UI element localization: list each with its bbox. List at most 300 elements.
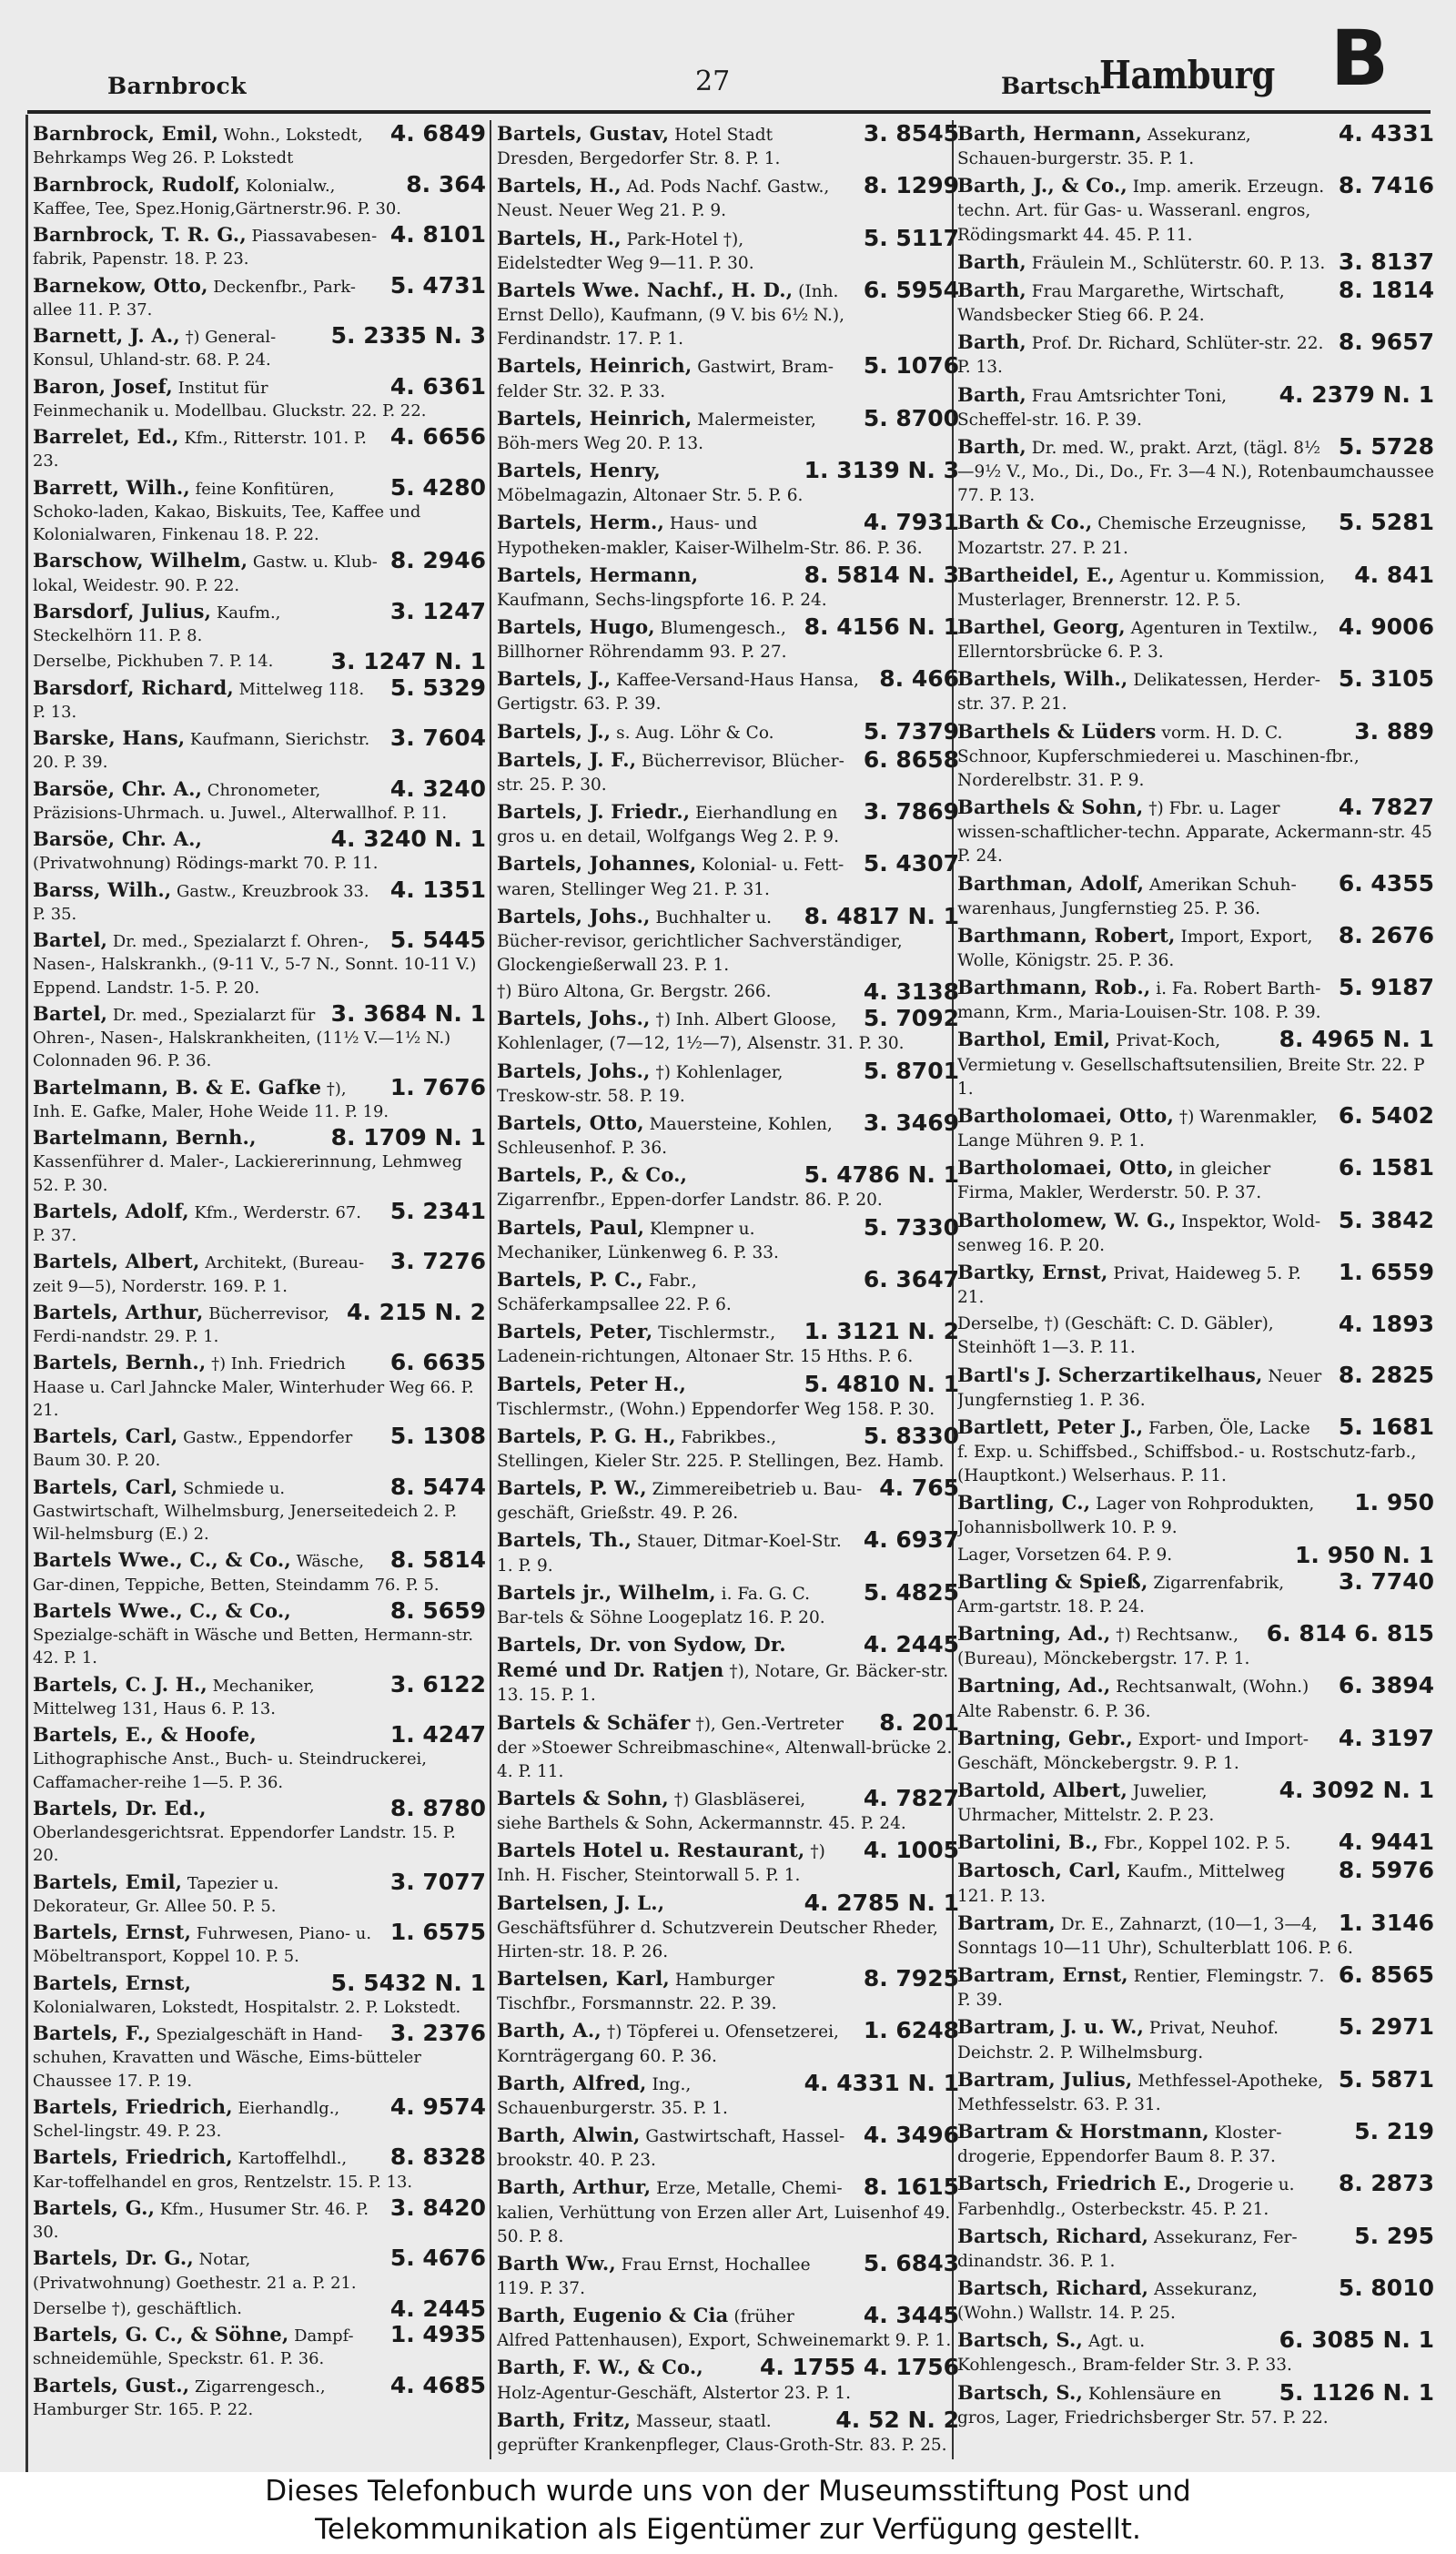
phone-number: 4. 215 N. 2 bbox=[346, 1298, 486, 1325]
phone-number: 4. 1005 bbox=[863, 1837, 959, 1864]
subscriber-name: Bartsch, S., bbox=[957, 2328, 1084, 2352]
listing-entry bbox=[497, 1163, 959, 1212]
phone-number: 5. 3105 bbox=[1338, 665, 1434, 693]
subscriber-name: Barnbrock, T. R. G., bbox=[33, 223, 247, 246]
listing-entry bbox=[33, 1197, 486, 1248]
entry-details: Kaufm., Steckelhörn 11. P. 8. bbox=[33, 603, 281, 645]
entry-details: †) Büro Altona, Gr. Bergstr. 266. bbox=[497, 982, 772, 1002]
listing-entry bbox=[497, 1213, 959, 1265]
entry-details: Frau Ernst, Hochallee 119. P. 37. bbox=[497, 2255, 811, 2298]
entry-details: Möbelmagazin, Altonaer Str. 5. P. 6. bbox=[497, 486, 804, 506]
listing-entry bbox=[497, 1370, 959, 1422]
entry-details: Privat, Haideweg 5. P. 21. bbox=[957, 1263, 1301, 1308]
listing-entry bbox=[497, 2175, 959, 2248]
subscriber-name: Bartels, Friedrich, bbox=[33, 2094, 233, 2118]
subscriber-name: Bartelmann, B. & E. Gafke bbox=[33, 1075, 322, 1099]
listing-entry bbox=[497, 1708, 959, 1784]
phone-number: 4. 2785 N. 1 bbox=[804, 1889, 959, 1916]
phone-number: 8. 1814 bbox=[1338, 276, 1434, 303]
listing-entry bbox=[33, 2095, 486, 2144]
entry-details: Fräulein M., Schlüterstr. 60. P. 13. bbox=[1031, 253, 1326, 273]
phone-number: 6. 1581 bbox=[1338, 1154, 1434, 1181]
phone-number: 5. 4786 N. 1 bbox=[804, 1161, 959, 1189]
entry-details: Agentur u. Kommission, Musterlager, Brennerstr. 12. P. 5. bbox=[957, 566, 1326, 610]
phone-number: 8. 1615 bbox=[863, 2174, 959, 2201]
listing-entry bbox=[957, 1028, 1434, 1100]
phone-number: 8. 2825 bbox=[1338, 1361, 1434, 1388]
phone-number: 6. 8565 bbox=[1338, 1961, 1434, 1989]
subscriber-name: Barsdorf, Richard, bbox=[33, 675, 234, 699]
entry-details: Blumengesch., Billhorner Röhrendamm 93. P. 27. bbox=[497, 618, 787, 663]
listing-entry bbox=[33, 1921, 486, 1969]
subscriber-name: Bartels & Sohn, bbox=[497, 1787, 669, 1809]
phone-number: 8. 5659 bbox=[389, 1596, 486, 1624]
subscriber-name: Barth, bbox=[957, 278, 1026, 301]
listing-entry bbox=[497, 902, 959, 978]
subscriber-name: Bartels, E., & Hoofe, bbox=[33, 1723, 257, 1746]
entry-details: Inspektor, Wold-senweg 16. P. 20. bbox=[957, 1211, 1321, 1255]
listing-entry bbox=[497, 667, 959, 716]
entry-details: Gastw., Kreuzbrook 33. P. 35. bbox=[33, 881, 369, 924]
phone-number: 5. 5728 bbox=[1338, 432, 1434, 460]
listing-entry bbox=[957, 563, 1434, 613]
entry-details: Holz-Agentur-Geschäft, Alstertor 23. P. 1. bbox=[497, 2383, 851, 2403]
entry-details: Malermeister, Böh-mers Weg 20. P. 13. bbox=[497, 410, 816, 453]
subscriber-name: Bartels, Ernst, bbox=[33, 1921, 192, 1943]
listing-entry bbox=[497, 2304, 959, 2353]
subscriber-name: Barthman, Adolf, bbox=[957, 871, 1145, 895]
footer-line-2: Telekommunikation als Eigentümer zur Verfügung gestellt. bbox=[315, 2513, 1141, 2546]
phone-number: 4. 6656 bbox=[389, 423, 486, 450]
listing-entry bbox=[957, 276, 1434, 328]
subscriber-name: Barth, bbox=[957, 249, 1026, 273]
phone-number: 3. 7740 bbox=[1338, 1567, 1434, 1595]
subscriber-name: Barnbrock, Rudolf, bbox=[33, 172, 241, 196]
entry-details: Agenturen in Textilw., Ellerntorsbrücke 6. P. 3. bbox=[957, 618, 1319, 663]
subscriber-name: Bartholomaei, Otto, bbox=[957, 1156, 1174, 1180]
phone-number: 1. 7676 bbox=[389, 1073, 486, 1100]
subscriber-name: Bartsch, S., bbox=[957, 2380, 1084, 2404]
subscriber-name: Bartels & Schäfer bbox=[497, 1710, 691, 1734]
listing-entry bbox=[33, 271, 486, 322]
phone-number: 5. 2341 bbox=[389, 1197, 486, 1224]
listing-entry bbox=[33, 122, 486, 170]
phone-number: 5. 7330 bbox=[863, 1213, 959, 1241]
entry-details: Kfm., Ritterstr. 101. P. 23. bbox=[33, 429, 367, 471]
listing-entry bbox=[497, 1891, 959, 1964]
phone-number: 5. 219 bbox=[1354, 2118, 1434, 2145]
phone-number: 4. 841 bbox=[1354, 561, 1434, 588]
listing-entry bbox=[497, 1320, 959, 1369]
phone-number: 3. 8545 bbox=[863, 122, 959, 147]
listing-entry bbox=[33, 1971, 486, 2020]
phone-number: 4. 2379 N. 1 bbox=[1279, 380, 1434, 408]
phone-number: 5. 4810 N. 1 bbox=[804, 1370, 959, 1397]
listing-entry bbox=[33, 2145, 486, 2194]
subscriber-name: Bartsch, Richard, bbox=[957, 2224, 1149, 2247]
listing-entry bbox=[33, 1073, 486, 1124]
entry-details: †) Rechtsanw., (Bureau), Mönckebergstr. 17. P. 1. bbox=[957, 1626, 1250, 1669]
listing-entry bbox=[497, 2408, 959, 2458]
phone-number: 3. 7604 bbox=[389, 725, 486, 751]
phone-number: 1. 950 N. 1 bbox=[1294, 1541, 1434, 1568]
entry-details: Kohlensäure en gros, Lager, Friedrichsberger Str. 57. P. 22. bbox=[957, 2384, 1329, 2427]
subscriber-name: Bartels, Otto, bbox=[497, 1110, 644, 1134]
subscriber-name: Bartelsen, Karl, bbox=[497, 1967, 670, 1991]
subscriber-name: Bartram & Horstmann, bbox=[957, 2120, 1209, 2144]
entry-details: Derselbe, †) (Geschäft: C. D. Gäbler), Steinhöft 1—3. P. 11. bbox=[957, 1314, 1274, 1358]
entry-details: Erze, Metalle, Chemi-kalien, Verhüttung von Erzen aller Art, Luisenhof 49. 50. P. 8. bbox=[497, 2179, 951, 2246]
listing-entry bbox=[33, 1596, 486, 1670]
listing-entry bbox=[33, 2371, 486, 2422]
entry-details: Fuhrwesen, Piano- u. Möbeltransport, Koppel 10. P. 5. bbox=[33, 1924, 372, 1967]
subscriber-name: Bartheidel, E., bbox=[957, 562, 1115, 586]
listing-entry bbox=[497, 717, 959, 745]
entry-details: (Privatwohnung) Rödings-markt 70. P. 11. bbox=[33, 854, 379, 874]
listing-entry bbox=[497, 980, 959, 1004]
entry-details: Zimmereibetrieb u. Bau-geschäft, Grießstr. 49. P. 26. bbox=[497, 1480, 863, 1524]
subscriber-name: Bartels, J. Friedr., bbox=[497, 800, 691, 824]
city-title: Hamburg bbox=[1099, 53, 1275, 97]
subscriber-name: Bartels, Friedrich, bbox=[33, 2145, 233, 2169]
listing-entry bbox=[33, 2196, 486, 2245]
entry-details: Lager von Rohprodukten, Johannisbollwerk 10. P. 9. bbox=[957, 1495, 1315, 1538]
subscriber-name: Barth, J., & Co., bbox=[957, 174, 1127, 198]
entry-details: Lager, Vorsetzen 64. P. 9. bbox=[957, 1545, 1173, 1565]
subscriber-name: Bartlett, Peter J., bbox=[957, 1414, 1144, 1438]
listing-entry bbox=[33, 425, 486, 473]
phone-number: 6. 3085 N. 1 bbox=[1279, 2326, 1434, 2354]
phone-number: 4. 765 bbox=[879, 1475, 959, 1502]
entry-details: Dr. med., Spezialarzt f. Ohren-, Nasen-, Halskrankh., (9-11 V., 5-7 N., Sonnt. 10-11 V.) Eppend. Landstr. 1-5. P. 20. bbox=[33, 932, 477, 998]
subscriber-name: Bartels, Arthur, bbox=[33, 1300, 204, 1323]
entry-details: Eierhandlung en gros u. en detail, Wolfgangs Weg 2. P. 9. bbox=[497, 804, 839, 847]
listing-entry bbox=[957, 1567, 1434, 1619]
listing-entry bbox=[497, 276, 959, 351]
entry-details: Dr. med. W., prakt. Arzt, (tägl. 8½—9½ V., Mo., Di., Do., Fr. 3—4 N.), Rotenbaumchaussee 77. P. 13. bbox=[957, 438, 1434, 506]
entry-details: Buchhalter u. Bücher-revisor, gerichtlicher Sachverständiger, Glockengießerwall 23. P. 1. bbox=[497, 907, 903, 975]
phone-number: 4. 9441 bbox=[1338, 1829, 1434, 1856]
subscriber-name: Bartolini, B., bbox=[957, 1830, 1099, 1854]
listing-entry bbox=[33, 1870, 486, 1919]
subscriber-name: Bartels, Adolf, bbox=[33, 1199, 189, 1222]
entry-details: Dr. E., Zahnarzt, (10—1, 3—4, Sonntags 10—11 Uhr), Schulterblatt 106. P. 6. bbox=[957, 1914, 1353, 1958]
phone-number: 6. 5954 bbox=[863, 276, 959, 303]
listing-entry bbox=[957, 1830, 1434, 1856]
listing-entry bbox=[33, 676, 486, 725]
subscriber-name: Bartels, P. G. H., bbox=[497, 1424, 676, 1447]
listing-entry bbox=[957, 1156, 1434, 1205]
subscriber-name: Baron, Josef, bbox=[33, 374, 173, 398]
phone-number: 6. 3647 bbox=[863, 1265, 959, 1292]
entry-details: Amerikan Schuh-warenhaus, Jungfernstieg 25. P. 36. bbox=[957, 875, 1297, 918]
listing-entry bbox=[957, 2015, 1434, 2064]
phone-number: 3. 7077 bbox=[389, 1868, 486, 1895]
subscriber-name: Bartels, G., bbox=[33, 2195, 156, 2219]
phone-number: 5. 8701 bbox=[863, 1057, 959, 1084]
listing-entry bbox=[33, 2022, 486, 2093]
entry-details: (Inh. Ernst Dello), Kaufmann, (9 V. bis 6½ N.), Ferdinandstr. 17. P. 1. bbox=[497, 281, 845, 350]
subscriber-name: Barth, bbox=[957, 382, 1026, 406]
subscriber-name: Bartholomew, W. G., bbox=[957, 1208, 1177, 1231]
phone-number: 5. 1126 N. 1 bbox=[1279, 2378, 1434, 2406]
subscriber-name: Bartels, H., bbox=[497, 174, 622, 198]
phone-number: 1. 950 bbox=[1354, 1489, 1434, 1516]
subscriber-name: Bartold, Albert, bbox=[957, 1779, 1128, 1801]
subscriber-name: Barnekow, Otto, bbox=[33, 273, 208, 297]
entry-details: Ad. Pods Nachf. Gastw., Neust. Neuer Weg 21. P. 9. bbox=[497, 177, 830, 221]
entry-details: Fabr., Schäferkampsallee 22. P. 6. bbox=[497, 1271, 732, 1315]
phone-number: 4. 9574 bbox=[389, 2093, 486, 2120]
subscriber-name: Barschow, Wilhelm, bbox=[33, 549, 248, 573]
subscriber-name: Bartels, Johs., bbox=[497, 1007, 651, 1030]
phone-number: 8. 1299 bbox=[863, 172, 959, 199]
subscriber-name: Bartning, Ad., bbox=[957, 1674, 1111, 1698]
entry-details: †) Inh. Albert Gloose, Kohlenlager, (7—12, 1½—7), Alsenstr. 31. P. 30. bbox=[497, 1010, 905, 1054]
subscriber-name: Bartosch, Carl, bbox=[957, 1859, 1122, 1882]
entry-details: Schmiede u. Gastwirtschaft, Wilhelmsburg, Jenerseitedeich 2. P. Wil-helmsburg (E.) 2. bbox=[33, 1478, 458, 1544]
phone-number: 6. 5402 bbox=[1338, 1101, 1434, 1129]
listing-entry bbox=[497, 354, 959, 403]
entry-details: Kloster-drogerie, Eppendorfer Baum 8. P. 37. bbox=[957, 2123, 1282, 2167]
listing-entry bbox=[497, 1633, 959, 1708]
listing-entry bbox=[497, 459, 959, 508]
entry-details: Chemische Erzeugnisse, Mozartstr. 27. P. 21. bbox=[957, 514, 1307, 558]
listing-entry bbox=[957, 511, 1434, 560]
subscriber-name: Bartel, bbox=[33, 1001, 108, 1025]
subscriber-name: Barth, F. W., & Co., bbox=[497, 2356, 703, 2379]
phone-number: 1. 3121 N. 2 bbox=[804, 1318, 959, 1345]
phone-number: 5. 5432 N. 1 bbox=[330, 1969, 486, 1996]
entry-details: Gastw., Eppendorfer Baum 30. P. 20. bbox=[33, 1428, 353, 1471]
listing-entry bbox=[33, 597, 486, 648]
entry-details: Kolonialw., Kaffee, Tee, Spez.Honig,Gärtnerstr.96. P. 30. bbox=[33, 176, 401, 218]
subscriber-name: Bartels, Johs., bbox=[497, 904, 651, 927]
phone-number: 4. 4685 bbox=[389, 2371, 486, 2398]
subscriber-name: Bartels, Paul, bbox=[497, 1215, 645, 1239]
listing-entry bbox=[33, 549, 486, 597]
entry-details: Kolonial- u. Fett-waren, Stellinger Weg 21. P. 31. bbox=[497, 856, 844, 899]
listing-entry bbox=[33, 1670, 486, 1721]
phone-number: 1. 3139 N. 3 bbox=[804, 457, 959, 484]
listing-entry bbox=[497, 852, 959, 901]
listing-entry bbox=[957, 1206, 1434, 1258]
phone-number: 1. 6559 bbox=[1338, 1258, 1434, 1285]
subscriber-name: Barss, Wilh., bbox=[33, 877, 172, 901]
subscriber-name: Bartram, bbox=[957, 1910, 1056, 1934]
subscriber-name: Barth & Co., bbox=[957, 511, 1093, 534]
listing-entry bbox=[33, 1548, 486, 1596]
subscriber-name: Bartels, F., bbox=[33, 2022, 151, 2044]
subscriber-name: Bartels, J. F., bbox=[497, 747, 637, 771]
listing-entry bbox=[33, 223, 486, 271]
listing-entry bbox=[497, 563, 959, 613]
subscriber-name: Bartels, Carl, bbox=[33, 1424, 178, 1447]
listing-entry bbox=[497, 1528, 959, 1577]
listing-entry bbox=[497, 1967, 959, 2016]
phone-number: 3. 1247 bbox=[389, 597, 486, 624]
subscriber-name: Bartels, Peter, bbox=[497, 1320, 653, 1343]
phone-number: 5. 9187 bbox=[1338, 974, 1434, 1001]
phone-number: 4. 3496 bbox=[863, 2122, 959, 2149]
listing-entry bbox=[33, 1723, 486, 1794]
subscriber-name: Bartsch, Richard, bbox=[957, 2275, 1149, 2299]
phone-number: 8. 4817 N. 1 bbox=[804, 902, 959, 929]
entry-details: Haus- und Hypotheken-makler, Kaiser-Wilhelm-Str. 86. P. 36. bbox=[497, 514, 923, 558]
entry-details: feine Konfitüren, Schoko-laden, Kakao, Biskuits, Tee, Kaffee und Kolonialwaren, Finkenau 18. P. 22. bbox=[33, 479, 421, 544]
listing-entry bbox=[497, 404, 959, 456]
subscriber-name: Bartels Wwe., C., & Co., bbox=[33, 1598, 291, 1622]
listing-entry bbox=[33, 372, 486, 423]
listing-entry bbox=[957, 122, 1434, 171]
entry-details: Chronometer, Präzisions-Uhrmach. u. Juwel., Alterwallhof. P. 11. bbox=[33, 780, 448, 823]
subscriber-name: Bartram, Julius, bbox=[957, 2067, 1133, 2091]
subscriber-name: Bartels, Albert, bbox=[33, 1250, 200, 1273]
subscriber-name: Bartl's J. Scherzartikelhaus, bbox=[957, 1363, 1263, 1386]
entry-details: Privat, Neuhof. Deichstr. 2. P. Wilhelmsburg. bbox=[957, 2019, 1279, 2062]
entry-details: Zigarrengesch., Hamburger Str. 165. P. 22. bbox=[33, 2377, 326, 2419]
subscriber-name: Bartels, Dr. G., bbox=[33, 2246, 194, 2270]
subscriber-name: Barnbrock, Emil, bbox=[33, 122, 219, 145]
phone-number: 8. 7925 bbox=[863, 1965, 959, 1992]
phone-number: 5. 4731 bbox=[389, 271, 486, 299]
phone-number: 5. 1308 bbox=[389, 1423, 486, 1449]
phone-number: 4. 3092 N. 1 bbox=[1279, 1777, 1434, 1803]
subscriber-name: Bartning, Ad., bbox=[957, 1622, 1111, 1646]
phone-number: 3. 6122 bbox=[389, 1670, 486, 1698]
subscriber-name: Barnett, J. A., bbox=[33, 324, 180, 347]
running-head-left: Barnbrock bbox=[107, 73, 248, 99]
entry-details: Deckenfbr., Park-allee 11. P. 37. bbox=[33, 277, 356, 319]
phone-number: 5. 4676 bbox=[389, 2245, 486, 2272]
subscriber-name: Bartling & Spieß, bbox=[957, 1569, 1148, 1593]
listing-entry bbox=[957, 1779, 1434, 1828]
listing-entry bbox=[497, 1839, 959, 1888]
phone-number: 8. 9657 bbox=[1338, 329, 1434, 356]
subscriber-name: Bartning, Gebr., bbox=[957, 1726, 1133, 1749]
subscriber-name: Bartels, Heinrich, bbox=[497, 354, 693, 378]
entry-details: Delikatessen, Herder-str. 37. P. 21. bbox=[957, 671, 1320, 715]
subscriber-name: Bartels, J., bbox=[497, 719, 612, 743]
listing-entry bbox=[957, 1911, 1434, 1961]
subscriber-name: Barsöe, Chr. A., bbox=[33, 776, 203, 800]
subscriber-name: Bartsch, Friedrich E., bbox=[957, 2172, 1192, 2195]
listing-entry bbox=[33, 650, 486, 673]
listing-entry bbox=[33, 1351, 486, 1422]
listing-entry bbox=[957, 2328, 1434, 2377]
entry-details: Gastwirtschaft, Hassel-brookstr. 40. P. 23. bbox=[497, 2127, 845, 2171]
listing-entry bbox=[497, 224, 959, 276]
subscriber-name: Bartels, Gustav, bbox=[497, 122, 670, 145]
entry-details: Lithographische Anst., Buch- u. Steindruckerei, Caffamacher-reihe 1—5. P. 36. bbox=[33, 1749, 427, 1792]
listing-entry bbox=[957, 1415, 1434, 1488]
listing-entry bbox=[957, 869, 1434, 921]
listing-entry bbox=[497, 511, 959, 560]
entry-details: Bücherrevisor, Blücher-str. 25. P. 30. bbox=[497, 751, 844, 795]
subscriber-name: Barrett, Wilh., bbox=[33, 475, 190, 499]
entry-details: Spezialgeschäft in Hand-schuhen, Kravatten und Wäsche, Eims-bütteler Chaussee 17. P. 19. bbox=[33, 2025, 421, 2091]
entry-details: s. Aug. Löhr & Co. bbox=[616, 723, 774, 743]
phone-number: 5. 7092 bbox=[863, 1005, 959, 1032]
phone-number: 8. 7416 bbox=[1338, 172, 1434, 199]
subscriber-name: Bartels, P. C., bbox=[497, 1267, 643, 1291]
subscriber-name: Bartels, C. J. H., bbox=[33, 1672, 207, 1696]
subscriber-name: Bartels, Henry, bbox=[497, 459, 661, 482]
phone-number: 8. 2873 bbox=[1338, 2170, 1434, 2197]
entry-details: †), Inh. E. Gafke, Maler, Hohe Weide 11. P. 19. bbox=[33, 1079, 389, 1121]
running-head-right: Bartsch bbox=[1001, 73, 1101, 99]
listing-entry bbox=[33, 928, 486, 999]
entry-details: Kaffee-Versand-Haus Hansa, Gertigstr. 63. P. 39. bbox=[497, 671, 859, 715]
phone-number: 5. 5281 bbox=[1338, 509, 1434, 536]
phone-number: 4. 9006 bbox=[1338, 613, 1434, 640]
phone-number: 3. 7869 bbox=[863, 798, 959, 826]
subscriber-name: Barske, Hans, bbox=[33, 726, 186, 749]
entry-details: in gleicher Firma, Makler, Werderstr. 50. P. 37. bbox=[957, 1160, 1271, 1203]
subscriber-name: Bartelsen, J. L., bbox=[497, 1890, 665, 1914]
entry-details: Export- und Import-Geschäft, Mönckebergstr. 9. P. 1. bbox=[957, 1729, 1309, 1773]
subscriber-name: Bartky, Ernst, bbox=[957, 1260, 1108, 1283]
entry-details: Rechtsanwalt, (Wohn.) Alte Rabenstr. 6. P. 36. bbox=[957, 1677, 1309, 1721]
listing-entry bbox=[957, 250, 1434, 276]
subscriber-name: Bartels, Bernh., bbox=[33, 1351, 207, 1374]
phone-number: 5. 4280 bbox=[389, 473, 486, 501]
entry-details: Methfessel-Apotheke, Methfesselstr. 63. P. 31. bbox=[957, 2071, 1324, 2114]
listing-entry bbox=[957, 330, 1434, 380]
phone-number: 5. 4307 bbox=[863, 850, 959, 877]
subscriber-name: Bartels, Gust., bbox=[33, 2373, 190, 2397]
phone-number: 5. 5329 bbox=[389, 674, 486, 701]
phone-number: 4. 6937 bbox=[863, 1526, 959, 1554]
listing-column-1 bbox=[33, 122, 486, 2461]
entry-details: Assekuranz, (Wohn.) Wallstr. 14. P. 25. bbox=[957, 2279, 1258, 2324]
entry-details: Privat-Koch, Vermietung v. Gesellschaftsutensilien, Breite Str. 22. P 1. bbox=[957, 1031, 1425, 1099]
phone-number: 3. 8420 bbox=[389, 2194, 486, 2221]
subscriber-name: Bartels, Dr. Ed., bbox=[33, 1796, 207, 1819]
entry-details: Ing., Schauenburgerstr. 35. P. 1. bbox=[497, 2074, 728, 2118]
entry-details: Derselbe †), geschäftlich. bbox=[33, 2298, 242, 2318]
phone-number: 5. 3842 bbox=[1338, 1206, 1434, 1233]
listing-entry bbox=[957, 1963, 1434, 2012]
subscriber-name: Barsdorf, Julius, bbox=[33, 599, 212, 623]
listing-entry bbox=[497, 2356, 959, 2405]
subscriber-name: Barth, Arthur, bbox=[497, 2175, 652, 2199]
phone-number: 4. 6361 bbox=[389, 372, 486, 400]
listing-entry bbox=[33, 726, 486, 775]
entry-details: †) Fbr. u. Lager wissen-schaftlicher-techn. Apparate, Ackermann-str. 45 P. 24. bbox=[957, 799, 1432, 867]
entry-details: †) Kohlenlager, Treskow-str. 58. P. 19. bbox=[497, 1062, 784, 1106]
entry-details: Park-Hotel †), Eidelstedter Weg 9—11. P. 30. bbox=[497, 229, 754, 273]
listing-entry bbox=[33, 1794, 486, 1868]
phone-number: 5. 4825 bbox=[863, 1578, 959, 1606]
entry-details: Fbr., Koppel 102. P. 5. bbox=[1104, 1834, 1291, 1854]
entry-details: Wohn., Lokstedt, Behrkamps Weg 26. P. Lokstedt bbox=[33, 126, 363, 168]
listing-entry bbox=[497, 122, 959, 171]
subscriber-name: Barsöe, Chr. A., bbox=[33, 827, 203, 850]
listing-entry bbox=[33, 170, 486, 221]
entry-details: †), Notare, Gr. Bäcker-str. 13. 15. P. 1. bbox=[497, 1662, 949, 1706]
entry-details: Tischlermstr., Ladenein-richtungen, Altonaer Str. 15 Hths. P. 6. bbox=[497, 1323, 914, 1367]
entry-details: Hamburger Tischfbr., Forsmannstr. 22. P. 39. bbox=[497, 1971, 777, 2014]
listing-entry bbox=[957, 1312, 1434, 1360]
subscriber-name: Bartels, Ernst, bbox=[33, 1971, 192, 1994]
entry-details: Stauer, Ditmar-Koel-Str. 1. P. 9. bbox=[497, 1532, 842, 1576]
listing-entry bbox=[957, 1101, 1434, 1153]
phone-number: 5. 8330 bbox=[863, 1422, 959, 1449]
entry-details: Kfm., Husumer Str. 46. P. 30. bbox=[33, 2199, 369, 2242]
phone-number: 8. 8328 bbox=[389, 2144, 486, 2171]
listing-entry bbox=[957, 2378, 1434, 2430]
